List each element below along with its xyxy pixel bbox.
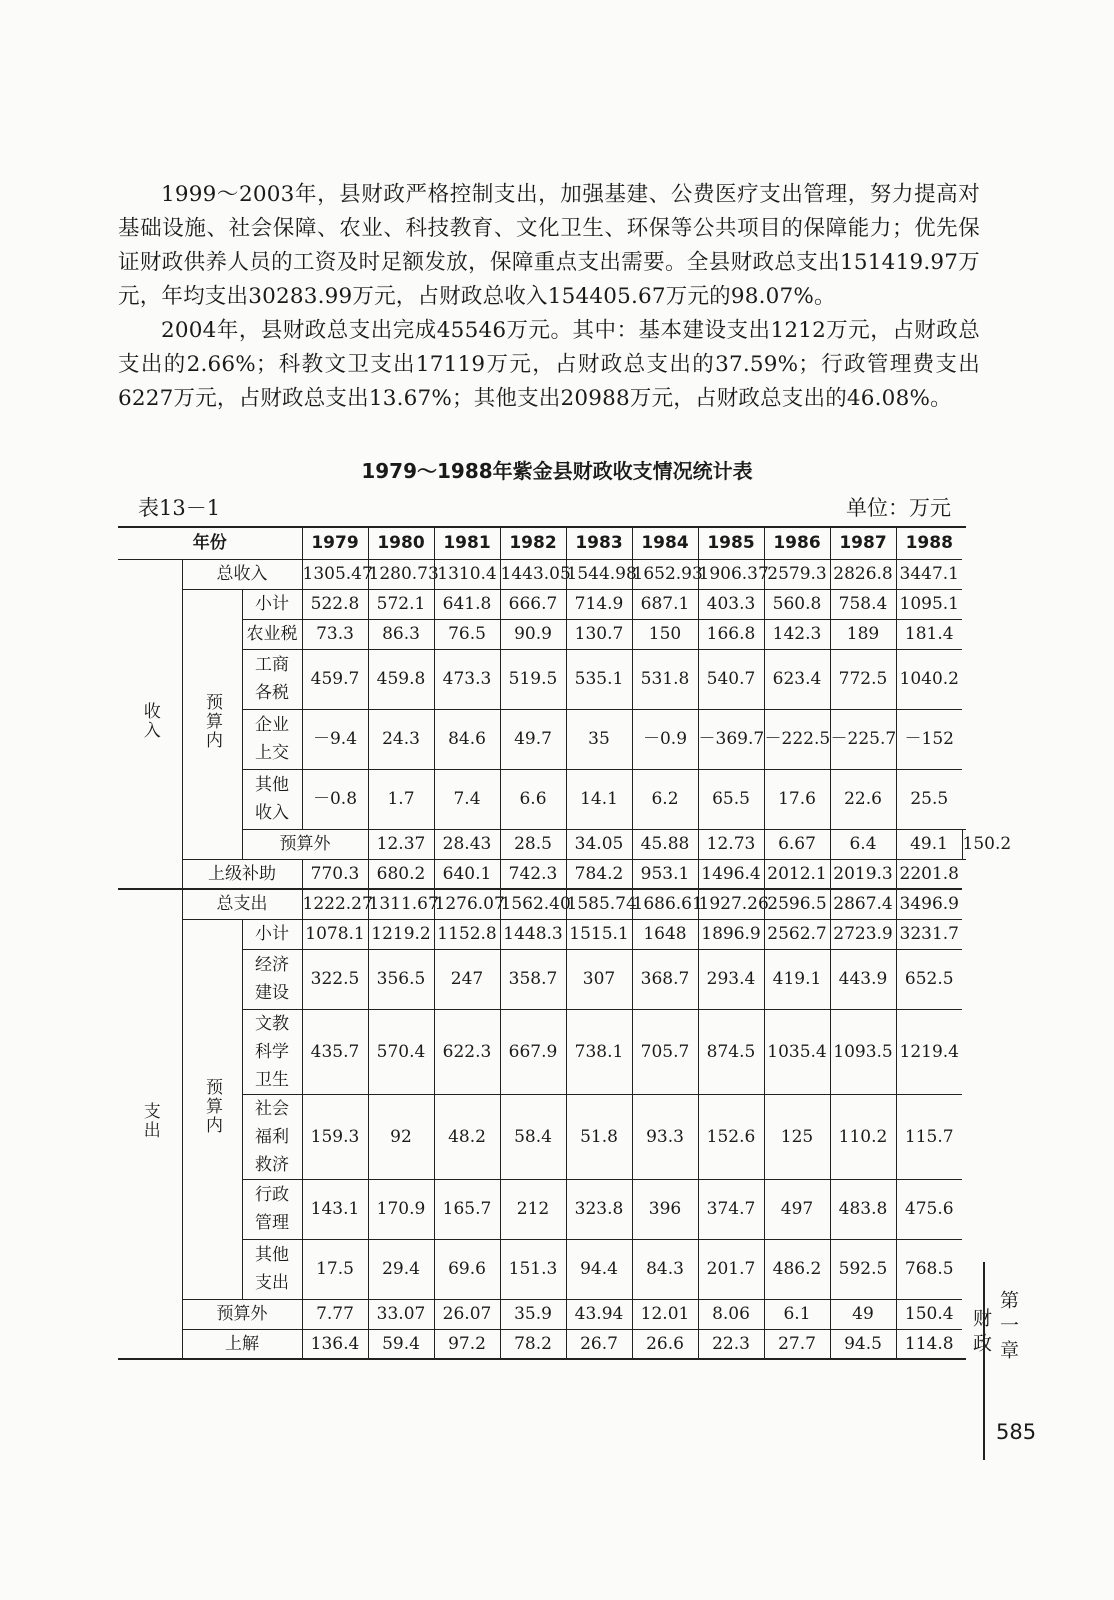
- value-cell: －0.8: [302, 769, 368, 829]
- value-cell: 3447.1: [896, 559, 962, 589]
- value-cell: 667.9: [500, 1009, 566, 1094]
- value-cell: 7.4: [434, 769, 500, 829]
- value-cell: 181.4: [896, 619, 962, 649]
- table-row: [118, 1329, 966, 1359]
- chapter-number: 第一章: [997, 1290, 1019, 1365]
- value-cell: 49.7: [500, 709, 566, 769]
- value-cell: 623.4: [764, 649, 830, 709]
- value-cell: 2201.8: [896, 859, 962, 889]
- value-cell: 17.6: [764, 769, 830, 829]
- row-label-income-total: 总收入: [182, 559, 302, 589]
- table-row: [118, 889, 966, 919]
- row-label-admin: 行政管理: [242, 1179, 302, 1239]
- value-cell: 45.88: [632, 829, 698, 859]
- value-cell: 592.5: [830, 1239, 896, 1299]
- value-cell: 2562.7: [764, 919, 830, 949]
- value-cell: 570.4: [368, 1009, 434, 1094]
- value-cell: 51.8: [566, 1094, 632, 1179]
- value-cell: 768.5: [896, 1239, 962, 1299]
- table-row: [118, 1299, 966, 1329]
- table-row: [118, 619, 966, 649]
- expense-group-label-text: 支出: [139, 1102, 160, 1140]
- row-label-culture-edu-health: 文教科学卫生: [242, 1009, 302, 1094]
- value-cell: －369.7: [698, 709, 764, 769]
- value-cell: 560.8: [764, 589, 830, 619]
- row-label-agri-tax: 农业税: [242, 619, 302, 649]
- value-cell: 486.2: [764, 1239, 830, 1299]
- value-cell: －152: [896, 709, 962, 769]
- table-row: [118, 1094, 966, 1179]
- value-cell: 540.7: [698, 649, 764, 709]
- value-cell: 8.06: [698, 1299, 764, 1329]
- value-cell: 150.2: [962, 829, 966, 859]
- value-cell: 1152.8: [434, 919, 500, 949]
- value-cell: 2867.4: [830, 889, 896, 919]
- value-cell: 322.5: [302, 949, 368, 1009]
- value-cell: 1515.1: [566, 919, 632, 949]
- value-cell: 714.9: [566, 589, 632, 619]
- value-cell: 770.3: [302, 859, 368, 889]
- row-label-income-off-budget: 预算外: [242, 829, 368, 859]
- table-row: [118, 589, 966, 619]
- value-cell: 652.5: [896, 949, 962, 1009]
- value-cell: 110.2: [830, 1094, 896, 1179]
- year-cell: 1979: [302, 527, 368, 559]
- chapter-label: [970, 1290, 1022, 1365]
- value-cell: 97.2: [434, 1329, 500, 1359]
- year-cell: 1982: [500, 527, 566, 559]
- value-cell: －225.7: [830, 709, 896, 769]
- row-label-expense-total: 总支出: [182, 889, 302, 919]
- value-cell: 1648: [632, 919, 698, 949]
- row-label-expense-subtotal: 小计: [242, 919, 302, 949]
- value-cell: 94.5: [830, 1329, 896, 1359]
- row-label-income-subtotal: 小计: [242, 589, 302, 619]
- value-cell: 1686.61: [632, 889, 698, 919]
- value-cell: 115.7: [896, 1094, 962, 1179]
- value-cell: 48.2: [434, 1094, 500, 1179]
- value-cell: 25.5: [896, 769, 962, 829]
- value-cell: 26.6: [632, 1329, 698, 1359]
- value-cell: 519.5: [500, 649, 566, 709]
- value-cell: 1311.67: [368, 889, 434, 919]
- value-cell: －222.5: [764, 709, 830, 769]
- value-cell: 6.1: [764, 1299, 830, 1329]
- value-cell: 166.8: [698, 619, 764, 649]
- row-label-other-income: 其他收入: [242, 769, 302, 829]
- value-cell: 59.4: [368, 1329, 434, 1359]
- value-cell: 1310.4: [434, 559, 500, 589]
- value-cell: 1562.40: [500, 889, 566, 919]
- value-cell: 522.8: [302, 589, 368, 619]
- value-cell: 35: [566, 709, 632, 769]
- value-cell: 150.4: [896, 1299, 962, 1329]
- value-cell: 159.3: [302, 1094, 368, 1179]
- value-cell: 772.5: [830, 649, 896, 709]
- value-cell: 58.4: [500, 1094, 566, 1179]
- paragraph-2004: 2004年，县财政总支出完成45546万元。其中：基本建设支出1212万元，占财政总支出的2.66%；科教文卫支出17119万元，占财政总支出的37.59%；行政管理费支出6227万元，占财政总支出13.67%；其他支出20988万元，占财政总支出的46.08%。: [118, 318, 980, 411]
- value-cell: －9.4: [302, 709, 368, 769]
- table-row: [118, 559, 966, 589]
- value-cell: 1906.37: [698, 559, 764, 589]
- table-row: [118, 1239, 966, 1299]
- value-cell: 6.6: [500, 769, 566, 829]
- value-cell: 2019.3: [830, 859, 896, 889]
- value-cell: 1448.3: [500, 919, 566, 949]
- table-row: [118, 1179, 966, 1239]
- value-cell: 531.8: [632, 649, 698, 709]
- value-cell: 125: [764, 1094, 830, 1179]
- value-cell: 738.1: [566, 1009, 632, 1094]
- value-cell: 142.3: [764, 619, 830, 649]
- value-cell: 403.3: [698, 589, 764, 619]
- value-cell: 22.3: [698, 1329, 764, 1359]
- value-cell: 14.1: [566, 769, 632, 829]
- expense-group-label: [118, 889, 182, 1359]
- value-cell: 1927.26: [698, 889, 764, 919]
- value-cell: 640.1: [434, 859, 500, 889]
- value-cell: 1095.1: [896, 589, 962, 619]
- value-cell: 136.4: [302, 1329, 368, 1359]
- value-cell: 1.7: [368, 769, 434, 829]
- value-cell: 29.4: [368, 1239, 434, 1299]
- year-header: 年份: [118, 527, 302, 559]
- value-cell: 1443.05: [500, 559, 566, 589]
- value-cell: 1496.4: [698, 859, 764, 889]
- table-title: 1979～1988年紫金县财政收支情况统计表: [361, 459, 753, 483]
- year-cell: 1987: [830, 527, 896, 559]
- table-row: [118, 859, 966, 889]
- value-cell: 2826.8: [830, 559, 896, 589]
- value-cell: 189: [830, 619, 896, 649]
- value-cell: 3496.9: [896, 889, 962, 919]
- value-cell: 358.7: [500, 949, 566, 1009]
- row-label-econ-construction: 经济建设: [242, 949, 302, 1009]
- value-cell: 170.9: [368, 1179, 434, 1239]
- value-cell: 1585.74: [566, 889, 632, 919]
- value-cell: 7.77: [302, 1299, 368, 1329]
- value-cell: 705.7: [632, 1009, 698, 1094]
- value-cell: 1896.9: [698, 919, 764, 949]
- expense-budget-in-label-text: 预算内: [202, 1077, 222, 1135]
- value-cell: 293.4: [698, 949, 764, 1009]
- value-cell: 35.9: [500, 1299, 566, 1329]
- value-cell: 572.1: [368, 589, 434, 619]
- year-cell: 1980: [368, 527, 434, 559]
- table-row: [118, 829, 966, 859]
- value-cell: 17.5: [302, 1239, 368, 1299]
- value-cell: 165.7: [434, 1179, 500, 1239]
- value-cell: 680.2: [368, 859, 434, 889]
- value-cell: 3231.7: [896, 919, 962, 949]
- table-row: [118, 919, 966, 949]
- value-cell: 1222.27: [302, 889, 368, 919]
- value-cell: 12.37: [368, 829, 434, 859]
- value-cell: 43.94: [566, 1299, 632, 1329]
- year-cell: 1983: [566, 527, 632, 559]
- row-label-business-tax: 工商各税: [242, 649, 302, 709]
- value-cell: 28.43: [434, 829, 500, 859]
- value-cell: 69.6: [434, 1239, 500, 1299]
- value-cell: 622.3: [434, 1009, 500, 1094]
- value-cell: 1652.93: [632, 559, 698, 589]
- value-cell: 1305.47: [302, 559, 368, 589]
- income-group-label-text: 收入: [139, 701, 160, 740]
- value-cell: 1219.4: [896, 1009, 962, 1094]
- row-label-expense-off-budget: 预算外: [182, 1299, 302, 1329]
- value-cell: 1035.4: [764, 1009, 830, 1094]
- value-cell: 150: [632, 619, 698, 649]
- value-cell: 78.2: [500, 1329, 566, 1359]
- value-cell: 1544.98: [566, 559, 632, 589]
- value-cell: 76.5: [434, 619, 500, 649]
- value-cell: 6.2: [632, 769, 698, 829]
- paragraph-1999-2003: 1999～2003年，县财政严格控制支出，加强基建、公费医疗支出管理，努力提高对基础设施、社会保障、农业、科技教育、文化卫生、环保等公共项目的保障能力；优先保证财政供养人员的工资及时足额发放，保障重点支出需要。全县财政总支出151419.97万元，年均支出30283.99万元，占财政总收入154405.67万元的98.07%。: [118, 182, 980, 309]
- year-cell: 1984: [632, 527, 698, 559]
- value-cell: 758.4: [830, 589, 896, 619]
- table-row: [118, 769, 966, 829]
- value-cell: 435.7: [302, 1009, 368, 1094]
- value-cell: 26.7: [566, 1329, 632, 1359]
- value-cell: 475.6: [896, 1179, 962, 1239]
- value-cell: 1280.73: [368, 559, 434, 589]
- value-cell: 666.7: [500, 589, 566, 619]
- value-cell: 2012.1: [764, 859, 830, 889]
- expense-budget-in-label: [182, 919, 242, 1299]
- value-cell: 130.7: [566, 619, 632, 649]
- value-cell: 49: [830, 1299, 896, 1329]
- value-cell: 419.1: [764, 949, 830, 1009]
- value-cell: 201.7: [698, 1239, 764, 1299]
- value-cell: 93.3: [632, 1094, 698, 1179]
- row-label-other-expense: 其他支出: [242, 1239, 302, 1299]
- value-cell: 28.5: [500, 829, 566, 859]
- value-cell: 152.6: [698, 1094, 764, 1179]
- value-cell: 114.8: [896, 1329, 962, 1359]
- value-cell: 212: [500, 1179, 566, 1239]
- table-row: [118, 709, 966, 769]
- value-cell: 27.7: [764, 1329, 830, 1359]
- value-cell: 368.7: [632, 949, 698, 1009]
- year-cell: 1985: [698, 527, 764, 559]
- value-cell: 742.3: [500, 859, 566, 889]
- value-cell: 323.8: [566, 1179, 632, 1239]
- value-cell: 151.3: [500, 1239, 566, 1299]
- value-cell: 1276.07: [434, 889, 500, 919]
- value-cell: 953.1: [632, 859, 698, 889]
- value-cell: 65.5: [698, 769, 764, 829]
- value-cell: 459.8: [368, 649, 434, 709]
- table-row: [118, 949, 966, 1009]
- value-cell: 784.2: [566, 859, 632, 889]
- value-cell: 26.07: [434, 1299, 500, 1329]
- value-cell: 90.9: [500, 619, 566, 649]
- value-cell: 443.9: [830, 949, 896, 1009]
- table-unit: 单位：万元: [846, 496, 951, 520]
- income-group-label: [118, 559, 182, 889]
- value-cell: 247: [434, 949, 500, 1009]
- value-cell: 84.3: [632, 1239, 698, 1299]
- row-label-upper-subsidy: 上级补助: [182, 859, 302, 889]
- value-cell: 33.07: [368, 1299, 434, 1329]
- value-cell: 687.1: [632, 589, 698, 619]
- year-cell: 1981: [434, 527, 500, 559]
- value-cell: 1078.1: [302, 919, 368, 949]
- value-cell: 473.3: [434, 649, 500, 709]
- value-cell: 12.73: [698, 829, 764, 859]
- value-cell: 356.5: [368, 949, 434, 1009]
- value-cell: 396: [632, 1179, 698, 1239]
- chapter-title: 财政: [970, 1308, 992, 1358]
- value-cell: 34.05: [566, 829, 632, 859]
- value-cell: 497: [764, 1179, 830, 1239]
- value-cell: 459.7: [302, 649, 368, 709]
- value-cell: 535.1: [566, 649, 632, 709]
- value-cell: 2596.5: [764, 889, 830, 919]
- value-cell: 24.3: [368, 709, 434, 769]
- value-cell: 86.3: [368, 619, 434, 649]
- value-cell: 12.01: [632, 1299, 698, 1329]
- value-cell: 1040.2: [896, 649, 962, 709]
- value-cell: 374.7: [698, 1179, 764, 1239]
- value-cell: 94.4: [566, 1239, 632, 1299]
- value-cell: 483.8: [830, 1179, 896, 1239]
- value-cell: 92: [368, 1094, 434, 1179]
- value-cell: －0.9: [632, 709, 698, 769]
- value-cell: 6.67: [764, 829, 830, 859]
- value-cell: 6.4: [830, 829, 896, 859]
- year-cell: 1988: [896, 527, 962, 559]
- row-label-social-welfare: 社会福利救济: [242, 1094, 302, 1179]
- value-cell: 84.6: [434, 709, 500, 769]
- value-cell: 874.5: [698, 1009, 764, 1094]
- table-row: [118, 1009, 966, 1094]
- value-cell: 2723.9: [830, 919, 896, 949]
- page-number: 585: [996, 1420, 1037, 1444]
- value-cell: 2579.3: [764, 559, 830, 589]
- value-cell: 1093.5: [830, 1009, 896, 1094]
- value-cell: 641.8: [434, 589, 500, 619]
- value-cell: 143.1: [302, 1179, 368, 1239]
- value-cell: 49.1: [896, 829, 962, 859]
- table-number: 表13－1: [138, 496, 221, 520]
- year-cell: 1986: [764, 527, 830, 559]
- value-cell: 22.6: [830, 769, 896, 829]
- table-row: [118, 649, 966, 709]
- value-cell: 1219.2: [368, 919, 434, 949]
- value-cell: 307: [566, 949, 632, 1009]
- income-budget-in-label: [182, 589, 242, 859]
- row-label-remit-upward: 上解: [182, 1329, 302, 1359]
- income-budget-in-label-text: 预算内: [202, 692, 222, 750]
- row-label-enterprise-pay: 企业上交: [242, 709, 302, 769]
- value-cell: 73.3: [302, 619, 368, 649]
- header-row: [118, 527, 966, 559]
